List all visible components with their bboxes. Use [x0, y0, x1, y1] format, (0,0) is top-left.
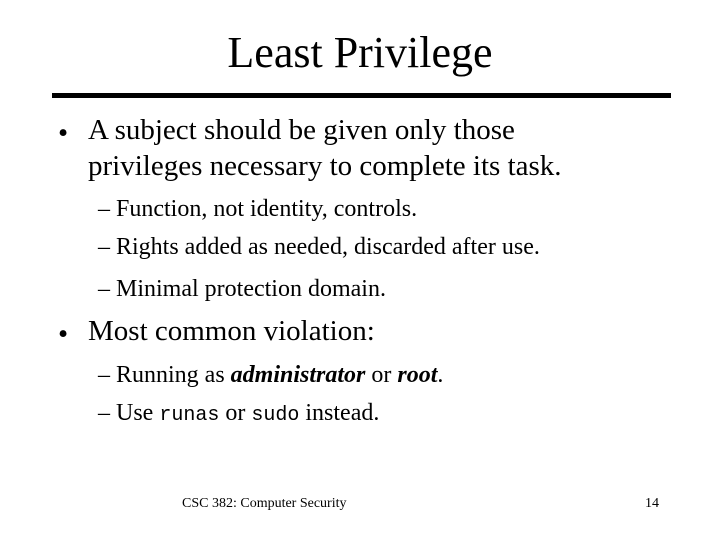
sub-item-text: or	[219, 400, 252, 426]
bullet-1-line-1: A subject should be given only those	[88, 114, 515, 146]
bullet-1-line-2: privileges necessary to complete its task.	[88, 150, 562, 182]
sub-item	[98, 274, 386, 304]
page-number: 14	[645, 496, 659, 511]
sub-item-text: Rights added as needed, discarded after use.	[116, 234, 540, 260]
dash-marker: –	[98, 196, 110, 222]
code-runas: runas	[159, 404, 220, 427]
bullet-marker: •	[58, 318, 69, 350]
sub-item	[98, 398, 379, 431]
emphasis-administrator: administrator	[230, 362, 366, 388]
dash-marker: –	[98, 362, 110, 388]
dash-marker: –	[98, 400, 110, 426]
sub-item-text: Minimal protection domain.	[116, 276, 386, 302]
bullet-2-text: Most common violation:	[88, 315, 375, 347]
sub-item-text: instead.	[299, 400, 380, 426]
sub-item	[98, 232, 540, 262]
slide-title: Least Privilege	[227, 28, 493, 77]
sub-item	[98, 194, 417, 224]
dash-marker: –	[98, 234, 110, 260]
dash-marker: –	[98, 276, 110, 302]
sub-item-text: Use	[116, 400, 160, 426]
code-sudo: sudo	[251, 404, 300, 427]
sub-item	[98, 360, 443, 390]
footer-course: CSC 382: Computer Security	[182, 496, 347, 511]
title-divider	[52, 93, 671, 98]
emphasis-root: root	[397, 362, 438, 388]
sub-item-text: Running as	[116, 362, 231, 388]
sub-item-text: Function, not identity, controls.	[116, 196, 418, 222]
sub-item-text: or	[365, 362, 398, 388]
sub-item-text: .	[437, 362, 444, 388]
bullet-marker: •	[58, 117, 69, 149]
